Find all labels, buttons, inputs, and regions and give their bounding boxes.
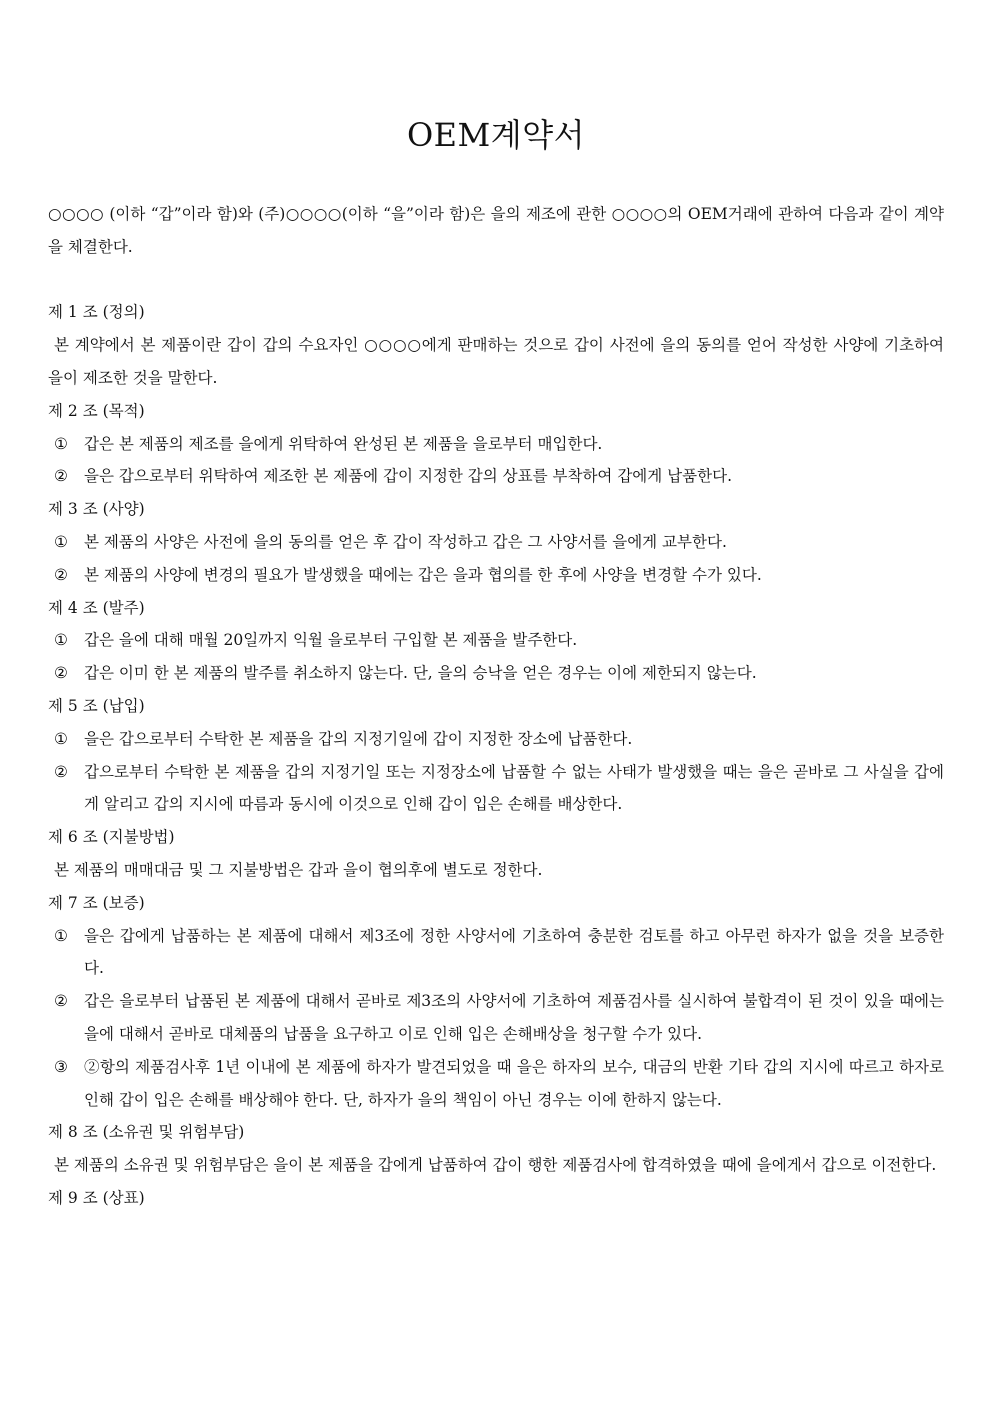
clause-item — [48, 756, 944, 822]
article-7 — [48, 887, 944, 1117]
document-body — [48, 198, 944, 1215]
article-heading: 제 5 조 (납입) — [48, 696, 145, 715]
clause-number: ② — [54, 565, 68, 584]
intro-paragraph: ○○○○ (이하 “갑”이라 함)와 (주)○○○○(이하 “을”이라 함)은 을의 제조에 관한 ○○○○의 OEM거래에 관하여 다음과 같이 계약을 체결한다. — [48, 205, 944, 256]
article-2 — [48, 395, 944, 493]
clause-text: 갑으로부터 수탁한 본 제품을 갑의 지정기일 또는 지정장소에 납품할 수 없는 사태가 발생했을 때는 을은 곧바로 그 사실을 갑에게 알리고 갑의 지시에 따름과 동시에 이것으로 인해 갑이 입은 손해를 배상한다. — [84, 762, 944, 814]
clause-number: ① — [54, 434, 68, 453]
clause-text: 본 제품의 사양은 사전에 을의 동의를 얻은 후 갑이 작성하고 갑은 그 사양서를 을에게 교부한다. — [84, 532, 727, 551]
clause-text: 갑은 을에 대해 매월 20일까지 익월 을로부터 구입할 본 제품을 발주한다. — [84, 631, 578, 650]
clause-number: ① — [54, 631, 68, 650]
clause-number: ② — [54, 762, 68, 781]
clause-number: ① — [54, 532, 68, 551]
clause-text: 갑은 본 제품의 제조를 을에게 위탁하여 완성된 본 제품을 을로부터 매입한다. — [84, 434, 603, 453]
clause-number: ② — [54, 992, 68, 1011]
clause-number: ① — [54, 926, 68, 945]
clause-text: 을은 갑으로부터 위탁하여 제조한 본 제품에 갑이 지정한 갑의 상표를 부착하여 갑에게 납품한다. — [84, 467, 733, 486]
article-3 — [48, 493, 944, 591]
clause-item — [48, 559, 944, 592]
article-text: 본 계약에서 본 제품이란 갑이 갑의 수요자인 ○○○○에게 판매하는 것으로 갑이 사전에 을의 동의를 얻어 작성한 사양에 기초하여 을이 제조한 것을 말한다. — [48, 336, 944, 387]
clause-item — [48, 428, 944, 461]
document-title: OEM계약서 — [406, 116, 586, 154]
article-4 — [48, 592, 944, 690]
article-text: 본 제품의 소유권 및 위험부담은 을이 본 제품을 갑에게 납품하여 갑이 행한 제품검사에 합격하였을 때에 을에게서 갑으로 이전한다. — [54, 1156, 937, 1175]
clause-text: ②항의 제품검사후 1년 이내에 본 제품에 하자가 발견되었을 때 을은 하자의 보수, 대금의 반환 기타 갑의 지시에 따르고 하자로 인해 갑이 입은 손해를 배상해야 한다. 단, 하자가 을의 책임이 아닌 경우는 이에 한하지 않는다. — [84, 1057, 944, 1109]
clause-text: 을은 갑으로부터 수탁한 본 제품을 갑의 지정기일에 갑이 지정한 장소에 납품한다. — [84, 729, 633, 748]
clause-item — [48, 985, 944, 1051]
clause-item — [48, 723, 944, 756]
clause-text: 본 제품의 사양에 변경의 필요가 발생했을 때에는 갑은 을과 협의를 한 후에 사양을 변경할 수가 있다. — [84, 565, 762, 584]
clause-item — [48, 526, 944, 559]
clause-text: 을은 갑에게 납품하는 본 제품에 대해서 제3조에 정한 사양서에 기초하여 충분한 검토를 하고 아무런 하자가 없을 것을 보증한다. — [84, 926, 944, 978]
article-9 — [48, 1182, 944, 1215]
clause-item — [48, 1051, 944, 1117]
clause-text: 갑은 이미 한 본 제품의 발주를 취소하지 않는다. 단, 을의 승낙을 얻은 경우는 이에 제한되지 않는다. — [84, 664, 757, 683]
article-heading: 제 4 조 (발주) — [48, 598, 145, 617]
article-heading: 제 6 조 (지불방법) — [48, 828, 175, 847]
article-1 — [48, 296, 944, 394]
clause-item — [48, 460, 944, 493]
article-5 — [48, 690, 944, 821]
article-heading: 제 2 조 (목적) — [48, 401, 145, 420]
article-heading: 제 3 조 (사양) — [48, 500, 145, 519]
article-heading: 제 7 조 (보증) — [48, 893, 145, 912]
clause-number: ② — [54, 664, 68, 683]
article-heading: 제 8 조 (소유권 및 위험부담) — [48, 1123, 245, 1142]
article-text: 본 제품의 매매대금 및 그 지불방법은 갑과 을이 협의후에 별도로 정한다. — [54, 860, 543, 879]
article-heading: 제 9 조 (상표) — [48, 1188, 145, 1207]
clause-number: ③ — [54, 1057, 68, 1076]
clause-item — [48, 624, 944, 657]
article-6 — [48, 821, 944, 887]
clause-text: 갑은 을로부터 납품된 본 제품에 대해서 곧바로 제3조의 사양서에 기초하여 제품검사를 실시하여 불합격이 된 것이 있을 때에는 을에 대해서 곧바로 대체품의 납품을 요구하고 이로 인해 입은 손해배상을 청구할 수가 있다. — [84, 992, 944, 1043]
clause-item — [48, 920, 944, 986]
clause-item — [48, 657, 944, 690]
article-heading: 제 1 조 (정의) — [48, 303, 145, 322]
article-8 — [48, 1116, 944, 1182]
clause-number: ① — [54, 729, 68, 748]
clause-number: ② — [54, 467, 68, 486]
